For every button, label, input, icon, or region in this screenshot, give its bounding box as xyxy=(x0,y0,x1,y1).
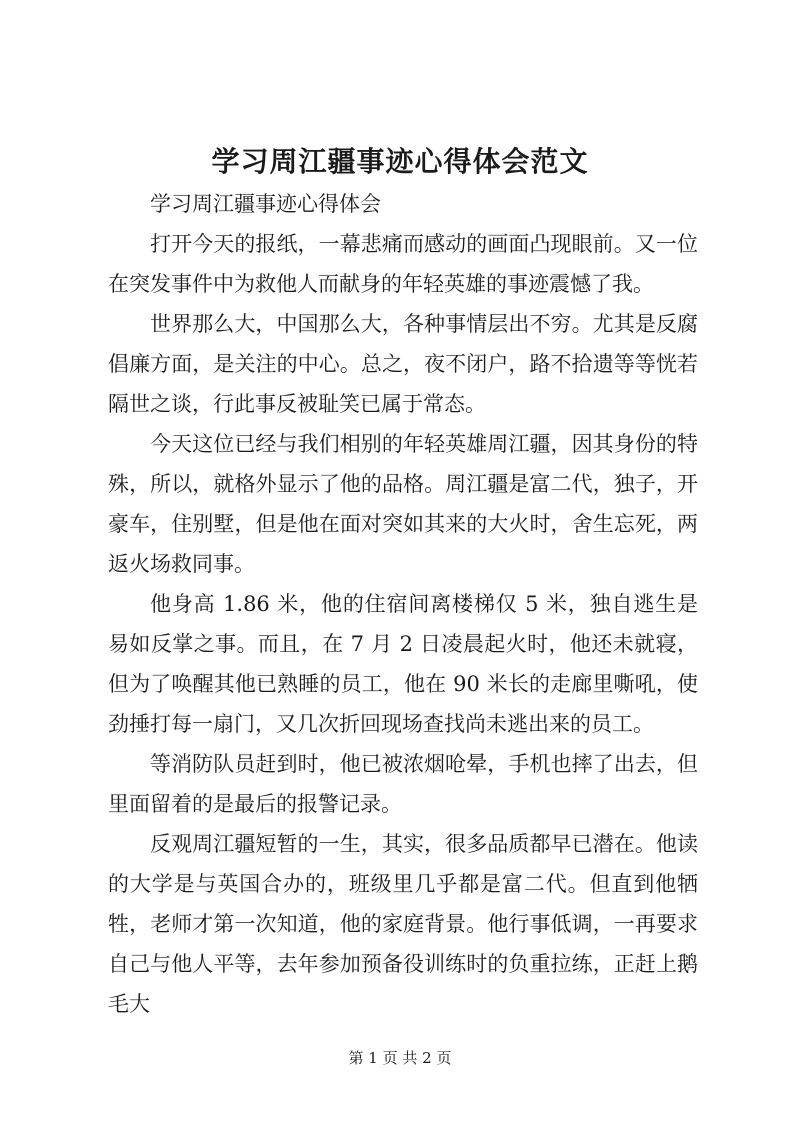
page-number-footer: 第 1 页 共 2 页 xyxy=(348,1049,452,1067)
paragraph: 世界那么大，中国那么大，各种事情层出不穷。尤其是反腐倡廉方面，是关注的中心。总之，夜不闭户，路不拾遗等等恍若隔世之谈，行此事反被耻笑已属于常态。 xyxy=(108,312,698,416)
paragraph: 今天这位已经与我们相别的年轻英雄周江疆，因其身份的特殊，所以，就格外显示了他的品格。周江疆是富二代，独子，开豪车，住别墅，但是他在面对突如其来的大火时，舍生忘死，两返火场救同事。 xyxy=(108,432,698,576)
paragraph: 等消防队员赶到时，他已被浓烟呛晕，手机也摔了出去，但里面留着的是最后的报警记录。 xyxy=(108,752,698,816)
paragraph-subtitle: 学习周江疆事迹心得体会 xyxy=(150,192,381,216)
paragraph: 他身高 1.86 米，他的住宿间离楼梯仅 5 米，独自逃生是易如反掌之事。而且，在 7 月 2 日凌晨起火时，他还未就寝，但为了唤醒其他已熟睡的员工，他在 90 米长的走廊里嘶吼，使劲捶打每一扇门，又几次折回现场查找尚未逃出来的员工。 xyxy=(108,592,698,736)
document-title: 学习周江疆事迹心得体会范文 xyxy=(211,145,589,178)
paragraph: 打开今天的报纸，一幕悲痛而感动的画面凸现眼前。又一位在突发事件中为救他人而献身的年轻英雄的事迹震憾了我。 xyxy=(108,232,698,296)
paragraph: 反观周江疆短暂的一生，其实，很多品质都早已潜在。他读的大学是与英国合办的，班级里几乎都是富二代。但直到他牺牲，老师才第一次知道，他的家庭背景。他行事低调，一再要求自己与他人平等，去年参加预备役训练时的负重拉练，正赶上鹅毛大 xyxy=(108,832,698,1016)
document-body xyxy=(108,184,698,1024)
